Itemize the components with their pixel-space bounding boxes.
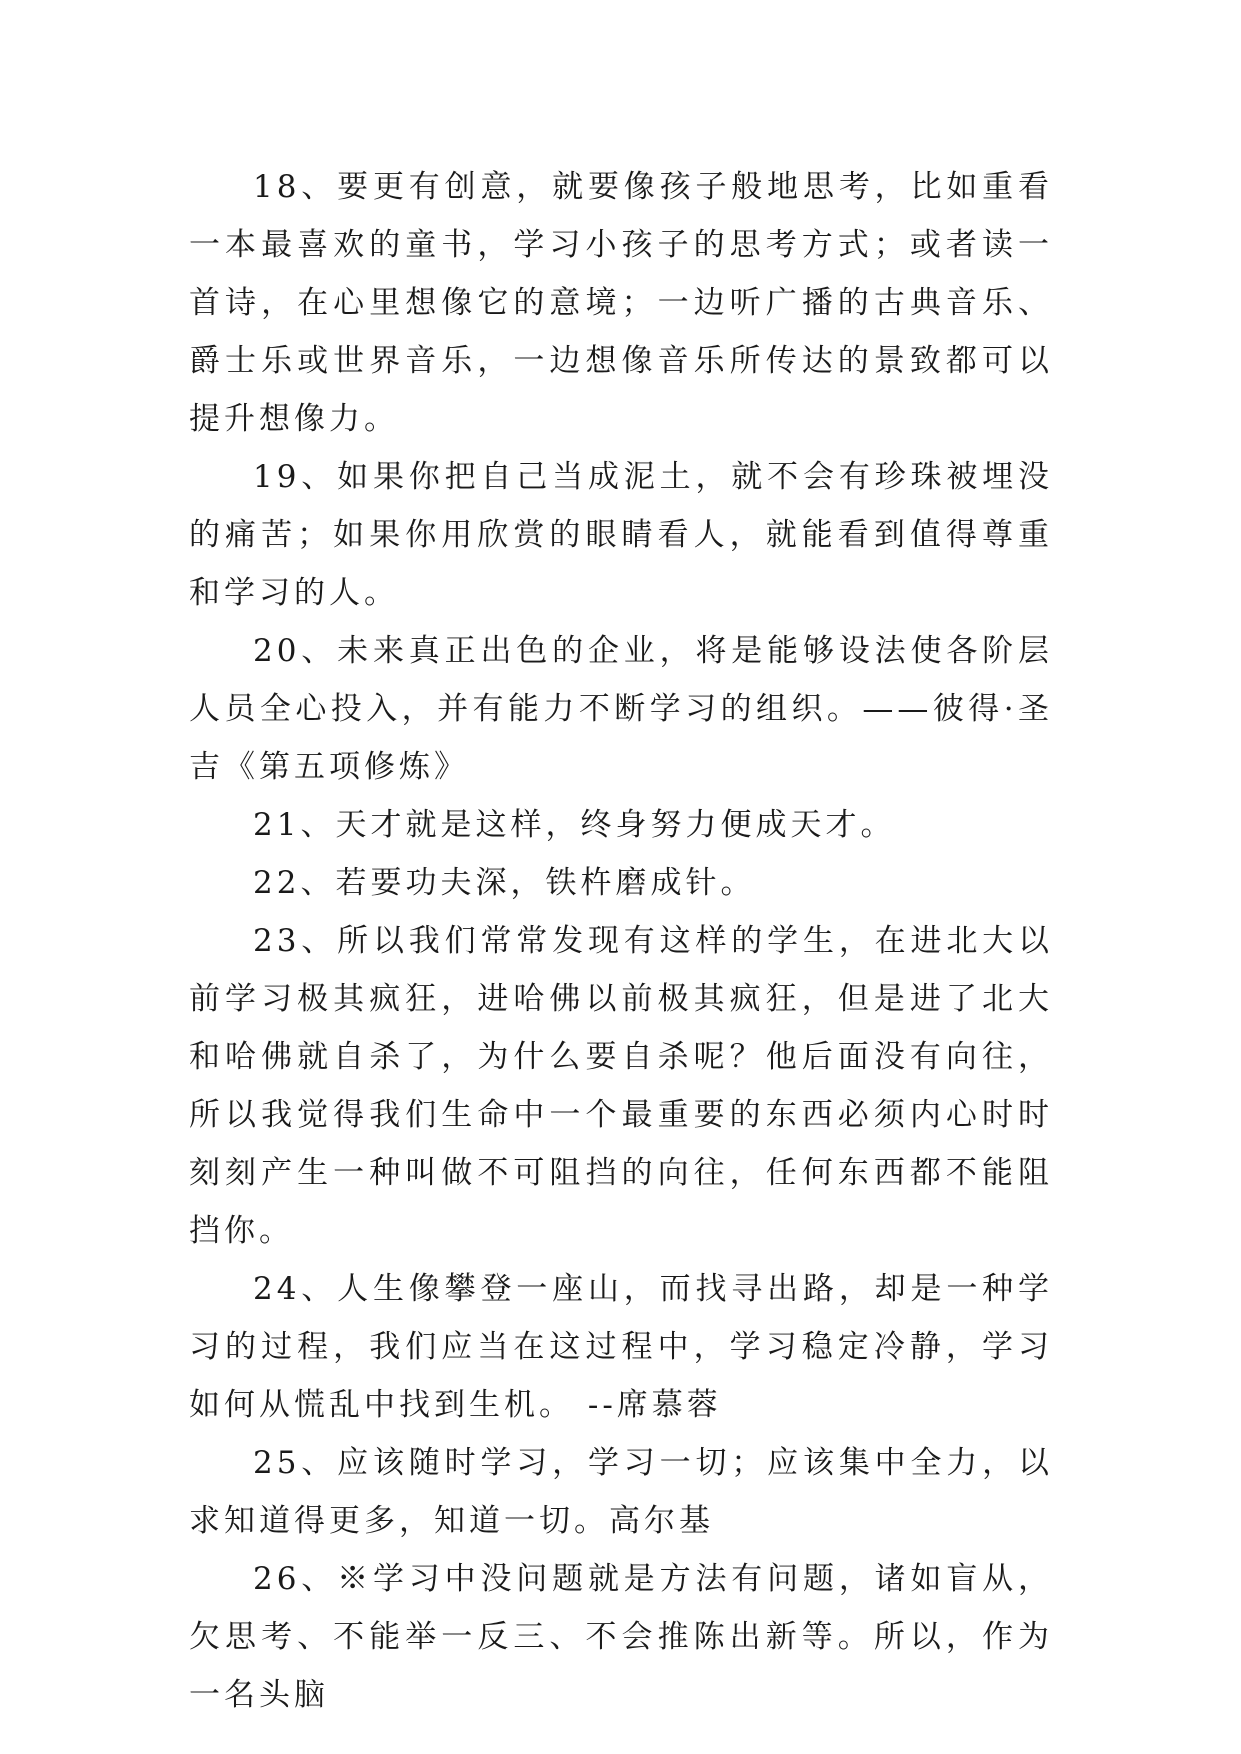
paragraph-18: 18、要更有创意，就要像孩子般地思考，比如重看一本最喜欢的童书，学习小孩子的思考方式；或者读一首诗，在心里想像它的意境；一边听广播的古典音乐、爵士乐或世界音乐，一边想像音乐所传达的景致都可以提升想像力。 <box>189 169 1053 437</box>
paragraph-24: 24、人生像攀登一座山，而找寻出路，却是一种学习的过程，我们应当在这过程中，学习稳定冷静，学习如何从慌乱中找到生机。 --席慕蓉 <box>189 1271 1053 1423</box>
paragraph-25: 25、应该随时学习，学习一切；应该集中全力，以求知道得更多，知道一切。高尔基 <box>189 1445 1053 1539</box>
paragraph-21: 21、天才就是这样，终身努力便成天才。 <box>253 807 896 843</box>
paragraph-26: 26、※学习中没问题就是方法有问题，诸如盲从，欠思考、不能举一反三、不会推陈出新等。所以，作为一名头脑 <box>189 1561 1053 1713</box>
paragraph-23: 23、所以我们常常发现有这样的学生，在进北大以前学习极其疯狂，进哈佛以前极其疯狂，但是进了北大和哈佛就自杀了，为什么要自杀呢？他后面没有向往，所以我觉得我们生命中一个最重要的东西必须内心时时刻刻产生一种叫做不可阻挡的向往，任何东西都不能阻挡你。 <box>189 923 1053 1249</box>
paragraph-19: 19、如果你把自己当成泥土，就不会有珍珠被埋没的痛苦；如果你用欣赏的眼睛看人，就能看到值得尊重和学习的人。 <box>189 459 1053 611</box>
paragraph-20: 20、未来真正出色的企业，将是能够设法使各阶层人员全心投入，并有能力不断学习的组织。——彼得·圣吉《第五项修炼》 <box>189 633 1053 785</box>
paragraph-22: 22、若要功夫深，铁杵磨成针。 <box>253 865 756 901</box>
document-page <box>189 158 1053 1724</box>
